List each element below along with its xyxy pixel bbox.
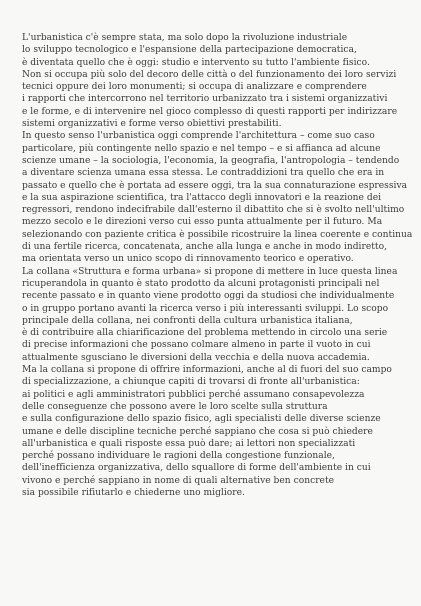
text-line: di specializzazione, a chiunque capiti di trovarsi di fronte all'urbanistica: bbox=[22, 377, 360, 388]
body-text bbox=[22, 32, 413, 499]
text-line: recente passato e in quanto viene prodotto oggi da studiosi che individualmente bbox=[22, 291, 395, 302]
text-line: di una fertile ricerca, concatenata, anche alla lunga e anche in modo indiretto, bbox=[22, 242, 387, 253]
text-line: umane e delle discipline tecniche perché sappiano che cosa si può chiedere bbox=[22, 426, 373, 437]
text-line: sia possibile rifiutarlo e chiederne uno migliore. bbox=[22, 487, 245, 498]
text-line: e la sua aspirazione scientifica, tra l'attacco degli innovatori e la reazione dei bbox=[22, 192, 382, 203]
text-line: delle conseguenze che possono avere le loro scelte sulla struttura bbox=[22, 401, 328, 412]
text-line: ma orientata verso un unico scopo di rinnovamento teorico e operativo. bbox=[22, 254, 354, 265]
text-line: L'urbanistica c'è sempre stata, ma solo dopo la rivoluzione industriale bbox=[22, 33, 348, 43]
text-line: i rapporti che intercorrono nel territorio urbanizzato tra i sistemi organizzativi bbox=[22, 94, 388, 105]
text-line: passato e quello che è portata ad essere oggi, tra la sua connaturazione espressiva bbox=[22, 180, 408, 191]
text-line: selezionando con paziente critica è possibile ricostruire la linea coerente e continua bbox=[22, 229, 413, 240]
text-line: scienze umane – la sociologia, l'economia, la geografia, l'antropologia – tendendo bbox=[22, 155, 400, 166]
text-line: sistemi organizzativi e forme verso obiettivi prestabiliti. bbox=[22, 119, 282, 130]
text-line: ricuperandola in quanto è stato prodotto da alcuni protagonisti principali nel bbox=[22, 278, 380, 289]
text-line: La collana «Struttura e forma urbana» si propone di mettere in luce questa linea bbox=[22, 266, 398, 277]
text-line: perché possano individuare le ragioni della congestione funzionale, bbox=[22, 451, 335, 462]
text-line: a diventare scienza umana essa stessa. Le contraddizioni tra quello che era in bbox=[22, 168, 385, 179]
text-line: di precise informazioni che possano colmare almeno in parte il vuoto in cui bbox=[22, 340, 371, 351]
text-line: tecnici oppure dei loro monumenti; si occupa di analizzare e comprendere bbox=[22, 82, 367, 93]
text-line: Non si occupa più solo del decoro delle città o del funzionamento dei loro servizi bbox=[22, 69, 397, 80]
text-line: è di contribuire alla chiarificazione del problema mettendo in circolo una serie bbox=[22, 328, 388, 339]
text-line: attualmente sgusciano le diversioni della vecchia e della nuova accademia. bbox=[22, 352, 370, 363]
text-line: principale della collana, nei confronti della cultura urbanistica italiana, bbox=[22, 315, 353, 326]
text-line: particolare, più contingente nello spazio e nel tempo – e si affianca ad alcune bbox=[22, 143, 381, 154]
text-line: ai politici e agli amministratori pubblici perché assumano consapevolezza bbox=[22, 389, 365, 400]
text-line: lo sviluppo tecnologico e l'espansione della partecipazione democratica, bbox=[22, 45, 357, 56]
text-line: o in gruppo portano avanti la ricerca verso i più interessanti sviluppi. Lo scopo bbox=[22, 303, 389, 314]
text-line: e sulla configurazione dello spazio fisico, agli specialisti delle diverse scienze bbox=[22, 414, 381, 425]
text-line: regressori, rendono indecifrabile dall'esterno il dibattito che si è svolto nell'ultimo bbox=[22, 205, 405, 216]
text-line: dell'inefficienza organizzativa, dello squallore di forme dell'ambiente in cui bbox=[22, 463, 371, 474]
text-line: Ma la collana si propone di offrire informazioni, anche al di fuori del suo campo bbox=[22, 365, 392, 376]
text-line: è diventata quello che è oggi: studio e intervento su tutto l'ambiente fisico. bbox=[22, 57, 370, 68]
text-line: e le forme, e di intervenire nel gioco complesso di questi rapporti per indirizzare bbox=[22, 106, 398, 117]
text-line: vivono e perché sappiano in nome di quali alternative ben concrete bbox=[22, 475, 335, 486]
text-line: mezzo secolo e le direzioni verso cui esso punta attualmente per il futuro. Ma bbox=[22, 217, 383, 228]
text-line: In questo senso l'urbanistica oggi comprende l'architettura – come suo caso bbox=[22, 131, 375, 142]
text-line: all'urbanistica e quali risposte essa può dare; ai lettori non specializzati bbox=[22, 438, 356, 449]
